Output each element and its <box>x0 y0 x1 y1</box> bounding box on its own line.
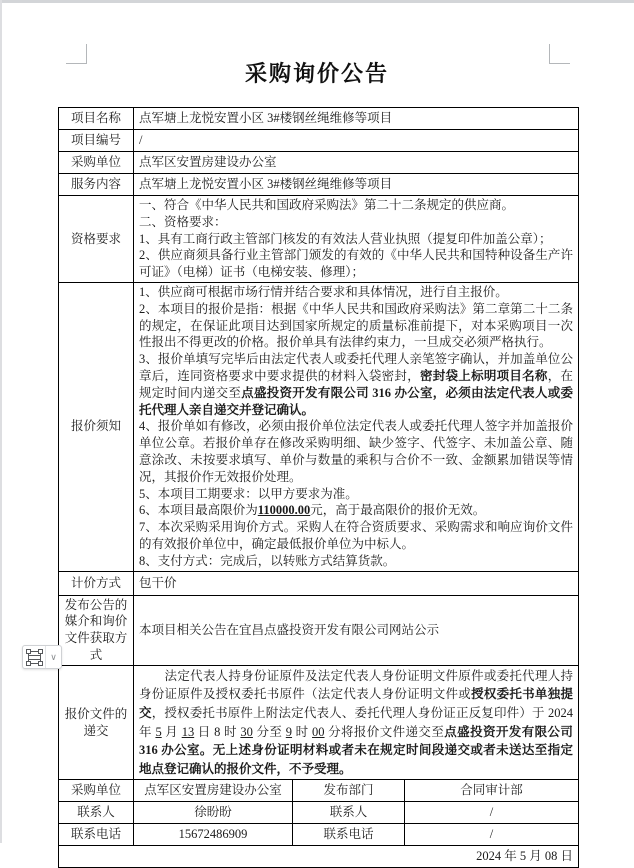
footer-contact-label: 联系人 <box>59 802 134 824</box>
table-tools-dropdown-button[interactable] <box>45 646 61 668</box>
page-edge-left <box>0 0 2 843</box>
doc-table <box>58 107 579 868</box>
row-date <box>59 846 579 868</box>
pricing-value: 包干价 <box>134 571 579 595</box>
chevron-down-icon: ∨ <box>50 651 57 662</box>
quote-notes-value: 1、供应商可根据市场行情并结合要求和具体情况，进行自主报价。 2、本项目的报价是指：根据《中华人民共和国政府采购法》第二章第二十二条的规定，在保证此项目达到国家所规定的质量标准前提下，对本采购项目一次性报出不得更改的价格。报价单具有法律约束力，一旦成交必须严格执行。 3、报价单填写完毕后由法定代表人或委托代理人亲笔签字确认，并加盖单位公章后，连同资格要求中要求提供的材料入袋密封，密封袋上标明项目名称，在规定时间内递交至点盛投资开发有限公司 316 办公室，必须由法定代表人或委托代理人亲自递交并登记确认。 4、报价单如有修改，必须由报价单位法定代表人或委托代理人签字并加盖报价单位公章。若报价单存在修改采购明细、缺少签字、代签字、未加盖公章、随意涂改、未按要求填写、单价与数量的乘积与合价不一致、金额累加错误等情况，其报价作无效报价处理。 5、本项目工期要求：以甲方要求为准。 6、本项目最高限价为110000.00元，高于最高限价的报价无效。 7、本次采购采用询价方式。采购人在符合资质要求、采购需求和响应询价文件的有效报价单位中，确定最低报价单位为中标人。 8、支付方式：完成后，以转账方式结算货款。 <box>134 283 579 572</box>
service-label: 服务内容 <box>59 174 134 196</box>
row-project-no <box>59 130 579 152</box>
row-purchaser <box>59 152 579 174</box>
footer-dept-value: 合同审计部 <box>405 780 579 802</box>
row-service <box>59 174 579 196</box>
footer-dept-label: 发布部门 <box>293 780 405 802</box>
project-name-label: 项目名称 <box>59 108 134 130</box>
submission-label: 报价文件的递交 <box>59 665 134 780</box>
pricing-label: 计价方式 <box>59 571 134 595</box>
project-no-value: / <box>134 130 579 152</box>
row-project-name <box>59 108 579 130</box>
footer-contact2-value: / <box>405 802 579 824</box>
footer-unit-label: 采购单位 <box>59 780 134 802</box>
footer-phone-label: 联系电话 <box>59 824 134 846</box>
submission-value: 法定代表人持身份证原件及法定代表人身份证明文件原件或委托代理人持身份证原件及授权委托书原件（法定代表人身份证明文件或授权委托书单独提交，授权委托书原件上附法定代表人、委托代理人身份证正反复印件）于 2024 年 5 月 13 日 8 时 30 分至 9 时 00 分将报价文件递交至点盛投资开发有限公司 316 办公室。无上述身份证明材料或者未在规定时间段递交或者未送达至指定地点登记确认的报价文件，不予受理。 <box>134 665 579 780</box>
project-name-value: 点军塘上龙悦安置小区 3#楼钢丝绳维修等项目 <box>134 108 579 130</box>
footer-phone2-value: / <box>405 824 579 846</box>
page-edge-top <box>0 0 634 3</box>
footer-unit-value: 点军区安置房建设办公室 <box>134 780 293 802</box>
row-footer-phone <box>59 824 579 846</box>
project-no-label: 项目编号 <box>59 130 134 152</box>
table-select-button[interactable] <box>23 646 45 668</box>
page-title: 采购询价公告 <box>244 61 389 86</box>
footer-phone2-label: 联系电话 <box>293 824 405 846</box>
announcement-label: 发布公告的媒介和询价文件获取方式 <box>59 595 134 665</box>
row-announcement <box>59 595 579 665</box>
doc-date: 2024 年 5 月 08 日 <box>59 846 579 868</box>
footer-contact-value: 徐盼盼 <box>134 802 293 824</box>
footer-phone-value: 15672486909 <box>134 824 293 846</box>
qualification-label: 资格要求 <box>59 196 134 283</box>
quote-notes-label: 报价须知 <box>59 283 134 572</box>
row-submission <box>59 665 579 780</box>
qualification-value: 一、符合《中华人民共和国政府采购法》第二十二条规定的供应商。 二、资格要求： 1、具有工商行政主管部门核发的有效法人营业执照（提复印件加盖公章）； 2、供应商须具备行业主管部门颁发的有效的《中华人民共和国特种设备生产许可证》（电梯）证书（电梯安装、修理）； <box>134 196 579 283</box>
row-quote-notes <box>59 283 579 572</box>
announcement-value: 本项目相关公告在宜昌点盛投资开发有限公司网站公示 <box>134 595 579 665</box>
row-pricing <box>59 571 579 595</box>
table-tools-popup <box>22 645 62 669</box>
purchaser-value: 点军区安置房建设办公室 <box>134 152 579 174</box>
table-select-icon <box>28 651 41 664</box>
row-qualification <box>59 196 579 283</box>
purchaser-label: 采购单位 <box>59 152 134 174</box>
row-footer-unit <box>59 780 579 802</box>
row-footer-contact <box>59 802 579 824</box>
footer-contact2-label: 联系人 <box>293 802 405 824</box>
service-value: 点军塘上龙悦安置小区 3#楼钢丝绳维修等项目 <box>134 174 579 196</box>
